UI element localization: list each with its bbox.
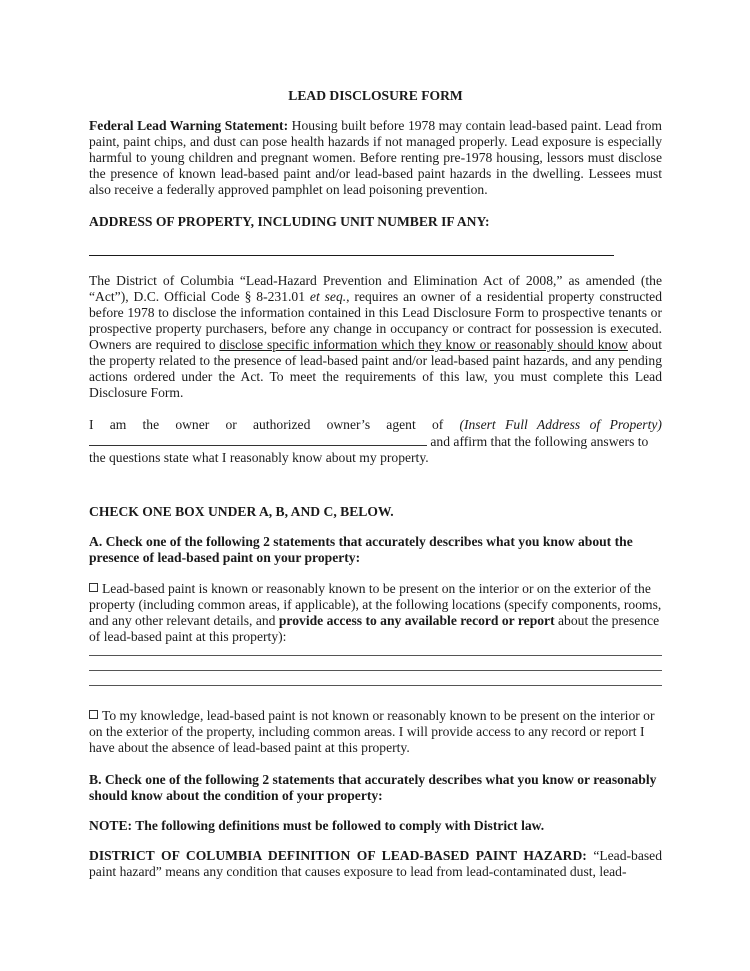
owner-word: authorized — [253, 417, 311, 432]
address-heading: ADDRESS OF PROPERTY, INCLUDING UNIT NUMBER IF ANY: — [89, 214, 490, 229]
owner-word: the — [142, 417, 160, 432]
document-title: LEAD DISCLOSURE FORM — [288, 88, 463, 103]
answer-line — [89, 670, 662, 671]
dc-act-text-3: about the property related to the presence of lead-based paint and/or lead-based paint hazards, and any pending actions ordered under the Act. To meet the requirements of this law, you must complete this Lead Disclosure Form. — [89, 337, 663, 400]
owner-statement — [89, 417, 662, 466]
checkbox-a2[interactable] — [89, 710, 98, 719]
federal-warning-label: Federal Lead Warning Statement: — [89, 118, 289, 133]
insert-address-hint: (Insert Full Address of Property) — [459, 417, 662, 432]
federal-warning-text: Housing built before 1978 may contain lead-based paint. Lead from paint, paint chips, and dust can pose health hazards if not managed properly. Lead exposure is especially harmful to young children and pregnant women. Before renting pre-1978 housing, lessors must disclose the presence of known lead-based paint and/or lead-based paint hazards in the dwelling. Lessees must also receive a federally approved pamphlet on lead poisoning prevention. — [89, 118, 662, 197]
dc-definition-paragraph — [89, 848, 662, 880]
note-heading: NOTE: The following definitions must be followed to comply with District law. — [89, 818, 545, 833]
owner-statement-line-3: the questions state what I reasonably know about my property. — [89, 450, 429, 465]
dc-act-text-1: The District of Columbia “Lead-Hazard Prevention and Elimination Act of 2008,” as amended (the “Act”), D.C. Official Code § 8-231.01 — [89, 273, 662, 304]
section-a-lines[interactable] — [89, 655, 662, 686]
lead-disclosure-form — [89, 88, 662, 880]
owner-statement-line-1 — [89, 417, 662, 433]
dc-act-et-seq: et seq. — [309, 289, 347, 304]
owner-statement-line-2 — [89, 433, 662, 450]
federal-warning-paragraph — [89, 118, 662, 198]
checkbox-a1[interactable] — [89, 583, 98, 592]
dc-definition-text: “Lead-based paint hazard” means any condition that causes exposure to lead from lead-contaminated dust, lead- — [89, 848, 662, 879]
dc-act-text-2: , requires an owner of a residential property constructed before 1978 to disclose the information contained in this Lead Disclosure Form to prospective tenants or prospective property purchasers, before any change in occupancy or contract for possession is executed. Owners are required to — [89, 289, 662, 352]
dc-act-paragraph — [89, 273, 662, 401]
owner-word: owner — [175, 417, 210, 432]
dc-act-underlined: disclose specific information which they know or reasonably should know — [219, 337, 628, 352]
answer-line — [89, 685, 662, 686]
option-2-text: To my knowledge, lead-based paint is not known or reasonably known to be present on the interior or on the exterior of the property, including common areas. I will provide access to any record or report I have about the absence of lead-based paint at this property. — [89, 708, 655, 755]
owner-word: or — [225, 417, 237, 432]
answer-line — [89, 655, 662, 656]
option-1-end: about the presence of lead-based paint at this property): — [89, 613, 660, 644]
owner-word: owner’s — [326, 417, 371, 432]
owner-word: agent — [386, 417, 416, 432]
section-a-heading: A. Check one of the following 2 statements that accurately describes what you know about the presence of lead-based paint on your property: — [89, 534, 633, 565]
owner-word: I — [89, 417, 94, 432]
section-a-option-2 — [89, 708, 662, 756]
property-address-blank[interactable] — [89, 433, 427, 446]
address-line — [89, 255, 614, 256]
check-heading: CHECK ONE BOX UNDER A, B, AND C, BELOW. — [89, 504, 394, 519]
owner-word: of — [431, 417, 444, 432]
section-b-heading: B. Check one of the following 2 statements that accurately describes what you know or reasonably should know about the condition of your property: — [89, 772, 657, 803]
dc-definition-label: DISTRICT OF COLUMBIA DEFINITION OF LEAD-BASED PAINT HAZARD: — [89, 848, 587, 863]
owner-word: am — [109, 417, 127, 432]
option-1-text: Lead-based paint is known or reasonably known to be present on the interior or on the exterior of the property (including common areas, if applicable), at the following locations (specify components, rooms, and any other relevant details, and — [89, 581, 662, 628]
address-input-line[interactable] — [89, 255, 614, 256]
affirm-text: and affirm that the following answers to — [427, 434, 649, 449]
section-a-option-1 — [89, 581, 662, 645]
option-1-bold: provide access to any available record or report — [278, 613, 555, 628]
